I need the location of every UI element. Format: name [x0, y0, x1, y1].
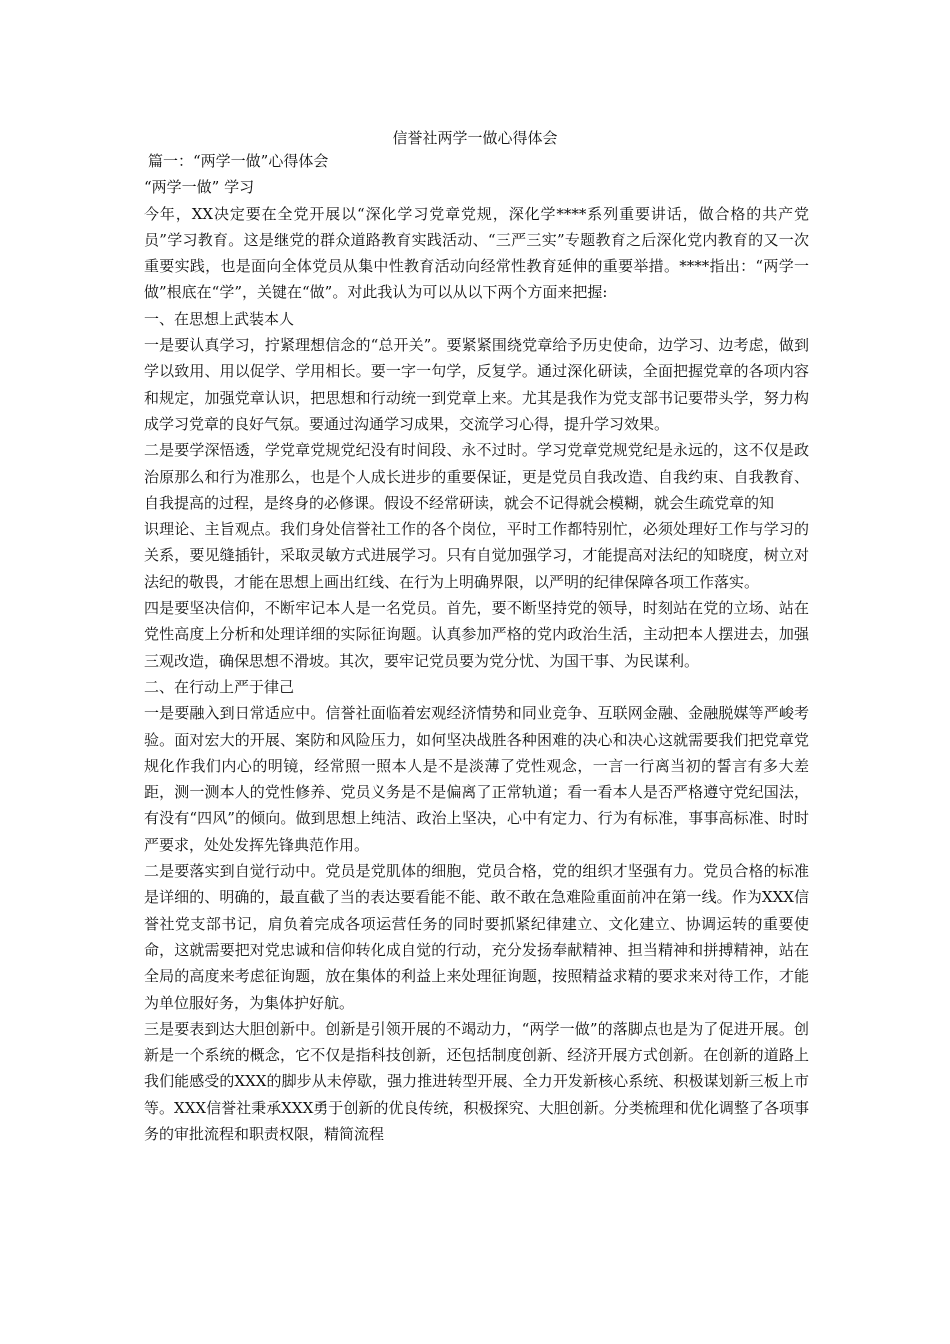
document-body: [144, 148, 809, 1147]
paragraph: 一是要认真学习，拧紧理想信念的“总开关”。要紧紧围绕党章给予历史使命，边学习、边考虑，做到学以致用、用以促学、学用相长。要一字一句学，反复学。通过深化研读，全面把握党章的各项内容和规定，加强党章认识，把思想和行动统一到党章上来。尤其是我作为党支部书记要带头学，努力构成学习党章的良好气氛。要通过沟通学习成果，交流学习心得，提升学习效果。: [144, 336, 809, 433]
paragraph: 二是要学深悟透，学党章党规党纪没有时间段、永不过时。学习党章党规党纪是永远的，这不仅是政治原那么和行为准那么，也是个人成长进步的重要保证，更是党员自我改造、自我约束、自我教育、自我提高的过程，是终身的必修课。假设不经常研读，就会不记得就会模糊，就会生疏党章的知: [144, 441, 809, 512]
document-title: 信誉社两学一做心得体会: [392, 129, 558, 147]
subheading: “两学一做” 学习: [144, 178, 255, 197]
section-heading: 篇一：“两学一做”心得体会: [148, 152, 329, 170]
paragraph: 一是要融入到日常适应中。信誉社面临着宏观经济情势和同业竞争、互联网金融、金融脱媒等严峻考验。面对宏大的开展、案防和风险压力，如何坚决战胜各种困难的决心和决心这就需要我们把党章党规化作我们内心的明镜，经常照一照本人是不是淡薄了党性观念，一言一行离当初的誓言有多大差距，测一测本人的党性修养、党员义务是不是偏离了正常轨道；看一看本人是否严格遵守党纪国法，有没有“四风”的倾向。做到思想上纯洁、政治上坚决，心中有定力、行为有标准，事事高标准、时时严要求，处处发挥先锋典范作用。: [144, 704, 809, 854]
paragraph: 识理论、主旨观点。我们身处信誉社工作的各个岗位，平时工作都特别忙，必须处理好工作与学习的关系，要见缝插针，采取灵敏方式进展学习。只有自觉加强学习，才能提高对法纪的知晓度，树立对法纪的敬畏，才能在思想上画出红线、在行为上明确界限，以严明的纪律保障各项工作落实。: [144, 520, 809, 591]
section-heading: 二、在行动上严于律己: [144, 677, 295, 696]
paragraph: 三是要表到达大胆创新中。创新是引领开展的不竭动力，“两学一做”的落脚点也是为了促进开展。创新是一个系统的概念，它不仅是指科技创新，还包括制度创新、经济开展方式创新。在创新的道路上我们能感受的XXX的脚步从未停歇，强力推进转型开展、全力开发新核心系统、积极谋划新三板上市等。XXX信誉社秉承XXX勇于创新的优良传统，积极探究、大胆创新。分类梳理和优化调整了各项事务的审批流程和职责权限，精简流程: [144, 1019, 809, 1143]
section-heading: 一、在思想上武装本人: [144, 309, 295, 328]
paragraph: 二是要落实到自觉行动中。党员是党肌体的细胞，党员合格，党的组织才坚强有力。党员合格的标准是详细的、明确的，最直截了当的表达要看能不能、敢不敢在急难险重面前冲在第一线。作为XXX信誉社党支部书记，肩负着完成各项运营任务的同时要抓紧纪律建立、文化建立、协调运转的重要使命，这就需要把对党忠诚和信仰转化成自觉的行动，充分发扬奉献精神、担当精神和拼搏精神，站在全局的高度来考虑征询题，放在集体的利益上来处理征询题，按照精益求精的要求来对待工作，才能为单位服好务，为集体护好航。: [144, 862, 809, 1012]
paragraph: 今年，XX决定要在全党开展以“深化学习党章党规，深化学****系列重要讲话，做合格的共产党员”学习教育。这是继党的群众道路教育实践活动、“三严三实”专题教育之后深化党内教育的又一次重要实践，也是面向全体党员从集中性教育活动向经常性教育延伸的重要举措。****指出：“两学一做”根底在“学”，关键在“做”。对此我认为可以从以下两个方面来把握:: [144, 204, 809, 302]
paragraph: 四是要坚决信仰，不断牢记本人是一名党员。首先，要不断坚持党的领导，时刻站在党的立场、站在党性高度上分析和处理详细的实际征询题。认真参加严格的党内政治生活，主动把本人摆进去，加强三观改造，确保思想不滑坡。其次，要牢记党员要为党分忧、为国干事、为民谋利。: [144, 599, 809, 670]
